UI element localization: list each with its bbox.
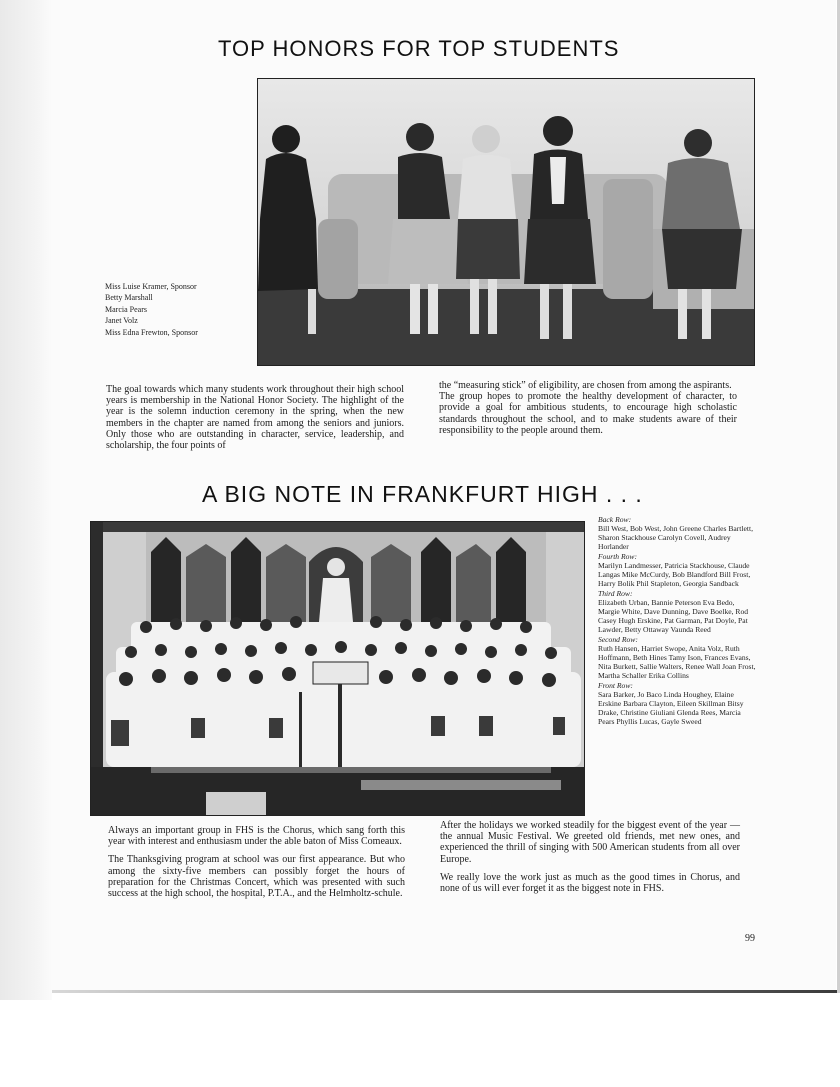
chorus-text-left [108, 825, 405, 906]
row-names: Marilyn Landmesser, Patricia Stackhouse, Claude Langas Mike McCurdy, Bob Blandford Bill Frost, Harry Bolik Phil Stapleton, Georgia Sandback [598, 561, 751, 588]
chorus-roster [598, 515, 758, 727]
honors-paragraph-right [439, 380, 737, 436]
roster-row [598, 552, 758, 588]
roster-row [598, 635, 758, 680]
chorus-paragraph-1: Always an important group in FHS is the Chorus, which sang forth this year with interest and enthusiasm under the able baton of Miss Comeaux. [108, 825, 405, 848]
honors-paragraph-right-1: the “measuring stick” of eligibility, are chosen from among the aspirants. [439, 380, 732, 391]
honors-paragraph-right-2: The group hopes to promote the healthy development of character, to provide a goal for ambitious students, to encourage high scholastic standards throughout the school, and to make students aware of their responsibility to the people around them. [439, 391, 737, 436]
caption-line: Betty Marshall [105, 293, 153, 303]
row-names: Bill West, Bob West, John Greene Charles Bartlett, Sharon Stackhouse Carolyn Covell, Audrey Horlander [598, 524, 753, 551]
chorus-text-right [440, 820, 740, 901]
row-label: Back Row: [598, 515, 632, 524]
row-label: Third Row: [598, 589, 633, 598]
scan-shadow [0, 0, 52, 1000]
row-label: Front Row: [598, 681, 633, 690]
roster-row [598, 681, 758, 726]
caption-line: Miss Luise Kramer, Sponsor [105, 282, 197, 291]
roster-row [598, 515, 758, 551]
caption-line: Janet Volz [105, 316, 138, 326]
chorus-photo [90, 521, 585, 816]
roster-row [598, 589, 758, 634]
page-bottom-edge [52, 990, 840, 993]
chorus-title: A BIG NOTE IN FRANKFURT HIGH . . . [202, 481, 643, 507]
page-number: 99 [745, 933, 755, 944]
chorus-paragraph-2: The Thanksgiving program at school was our first appearance. But who among the sixty-five members can possibly forget the hours of preparation for the Christmas Concert, which was presented with such success at the high school, the hospital, P.T.A., and the Helmholtz-schule. [108, 854, 405, 900]
chorus-paragraph-3: After the holidays we worked steadily for the biggest event of the year — the annual Music Festival. We greeted old friends, met new ones, and experienced the thrill of singing with 500 American students from all over Europe. [440, 820, 740, 865]
honors-caption [105, 281, 198, 338]
row-names: Sara Barker, Jo Baco Linda Houghey, Elaine Erskine Barbara Clayton, Eileen Skillman Bitsy Drake, Christine Giuliani Glenda Rees, Marcia Pears Phyllis Lucas, Gayle Sweed [598, 690, 744, 726]
honors-title: TOP HONORS FOR TOP STUDENTS [218, 36, 620, 61]
caption-line: Miss Edna Frewton, Sponsor [105, 327, 198, 337]
caption-line: Marcia Pears [105, 304, 147, 314]
row-label: Second Row: [598, 635, 638, 644]
row-label: Fourth Row: [598, 552, 638, 561]
row-names: Ruth Hansen, Harriet Swope, Anita Volz, Ruth Hoffmann, Beth Hines Tamy Ison, Frances Evans, Nita Burkett, Sallie Walters, Renee Wall Joan Frost, Martha Schaller Erika Collins [598, 644, 756, 680]
honor-society-photo [257, 78, 755, 366]
honors-paragraph-left: The goal towards which many students work throughout their high school years is membership in the National Honor Society. The highlight of the year is the solemn induction ceremony in the spring, when the new members in the chapter are named from among the seniors and juniors. Only those who are outstanding in character, service, leadership, and scholarship, the four points of [106, 384, 404, 452]
row-names: Elizabeth Urban, Bannie Peterson Eva Bedo, Margie White, Dave Dunning, Dave Boelke, Rod Casey Hugh Erskine, Pat Garman, Pat Doyle, Pat Lawder, Betty Ottaway Vaunda Reed [598, 598, 749, 634]
chorus-paragraph-4: We really love the work just as much as the good times in Chorus, and none of us will ever forget it as the biggest note in FHS. [440, 871, 740, 895]
